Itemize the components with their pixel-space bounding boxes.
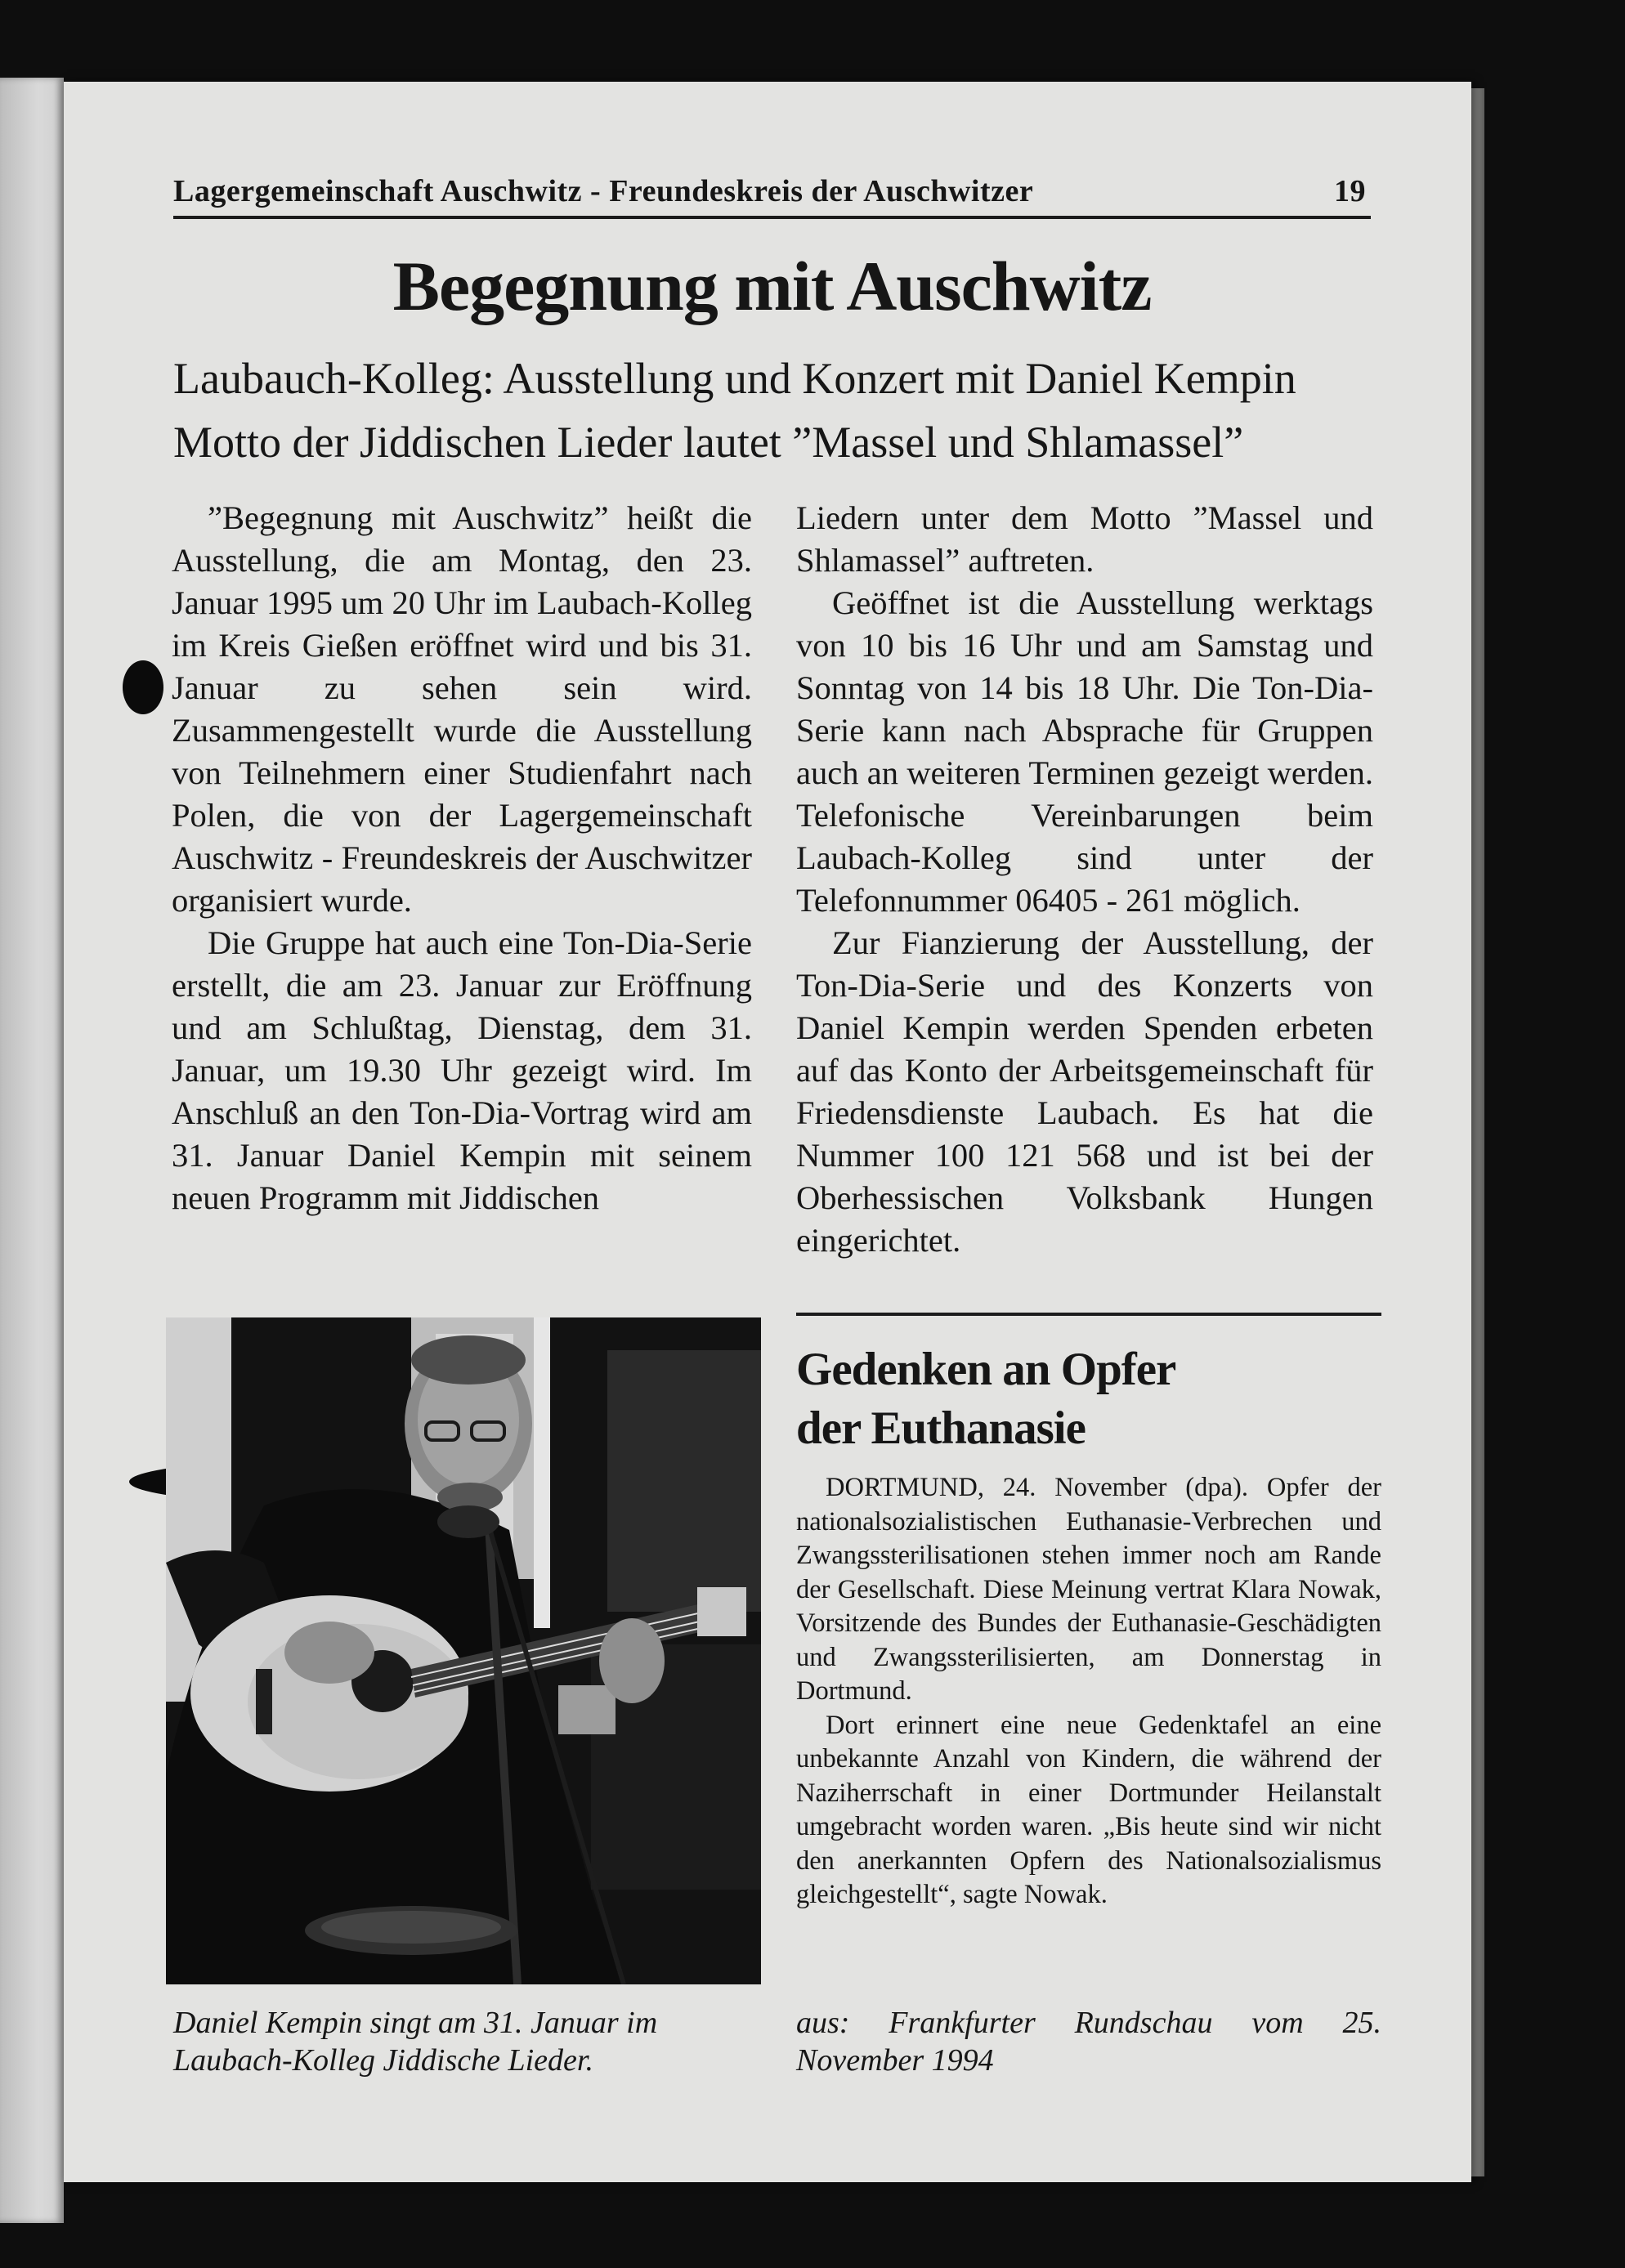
article-paragraph: Liedern unter dem Motto ”Massel und Shlamassel” auftreten.	[796, 499, 1373, 579]
publication-title: Lagergemeinschaft Auschwitz - Freundeskreis der Auschwitzer	[173, 174, 1034, 208]
article-paragraph: Geöffnet ist die Ausstellung werktags von 10 bis 16 Uhr und am Samstag und Sonntag von 14 bis 18 Uhr. Die Ton-Dia-Serie kann nach Absprache für Gruppen auch an weiteren Terminen gezeigt werden. Telefonische Vereinbarungen beim Laubach-Kolleg sind unter der Telefonnummer 06405 - 261 möglich.	[796, 584, 1373, 919]
article-paragraph: Die Gruppe hat auch eine Ton-Dia-Serie erstellt, die am 23. Januar zur Eröffnung und am Schlußtag, Dienstag, dem 31. Januar, um 19.30 Uhr gezeigt wird. Im Anschluß an den Ton-Dia-Vortrag wird am 31. Januar Daniel Kempin mit seinem neuen Programm mit Jiddischen	[172, 924, 752, 1216]
column-rule	[796, 1313, 1381, 1316]
page-number: 19	[1334, 174, 1366, 208]
article-subheadline: Laubauch-Kolleg: Ausstellung und Konzert mit Daniel Kempin	[173, 354, 1296, 403]
sidebar-article-body	[796, 1471, 1381, 1912]
article-subheadline: Motto der Jiddischen Lieder lautet ”Massel und Shlamassel”	[173, 418, 1244, 467]
article-paragraph: ”Begegnung mit Auschwitz” heißt die Ausstellung, die am Montag, den 23. Januar 1995 um 20 Uhr im Laubach-Kolleg im Kreis Gießen eröffnet wird und bis 31. Januar zu sehen sein wird. Zusammengestellt wurde die Ausstellung von Teilnehmern einer Studienfahrt nach Polen, die von der Lagergemeinschaft Auschwitz - Freundeskreis der Auschwitzer organisiert wurde.	[172, 499, 752, 919]
sidebar-paragraph: Dort erinnert eine neue Gedenktafel an eine unbekannte Anzahl von Kindern, die während der Naziherrschaft in einer Dortmunder Heilanstalt umgebracht worden waren. „Bis heute sind wir nicht den anerkannten Opfern des Nationalsozialismus gleichgestellt“, sagte Nowak.	[796, 1710, 1381, 1909]
photo-caption	[173, 2004, 762, 2079]
sidebar-paragraph: DORTMUND, 24. November (dpa). Opfer der nationalsozialistischen Euthanasie-Verbrechen und Zwangssterilisationen stehen immer noch am Rande der Gesellschaft. Diese Meinung vertrat Klara Nowak, Vorsitzende des Bundes der Euthanasie-Geschädigten und Zwangssterilisierten, am Donnerstag in Dortmund.	[796, 1473, 1381, 1706]
photo-guitarist	[166, 1317, 761, 1984]
source-citation: aus: Frankfurter Rundschau vom 25. November 1994	[796, 2006, 1381, 2078]
photo-caption-line: Laubach-Kolleg Jiddische Lieder.	[173, 2043, 593, 2078]
article-headline: Begegnung mit Auschwitz	[392, 247, 1152, 325]
punch-hole	[123, 660, 163, 714]
article-column-right	[796, 497, 1373, 1262]
sidebar-headline-line: der Euthanasie	[796, 1402, 1086, 1454]
running-header	[173, 172, 1371, 219]
sidebar-headline	[796, 1340, 1373, 1458]
photo-caption-line: Daniel Kempin singt am 31. Januar im	[173, 2006, 658, 2040]
facing-page-edge	[0, 78, 64, 2223]
sidebar-headline-line: Gedenken an Opfer	[796, 1344, 1176, 1395]
article-paragraph: Zur Fianzierung der Ausstellung, der Ton-Dia-Serie und des Konzerts von Daniel Kempin werden Spenden erbeten auf das Konto der Arbeitsgemeinschaft für Friedensdienste Laubach. Es hat die Nummer 100 121 568 und ist bei der Oberhessischen Volksbank Hungen eingerichtet.	[796, 924, 1373, 1259]
page-edge-shadow	[1471, 88, 1484, 2176]
article-column-left	[172, 497, 752, 1219]
